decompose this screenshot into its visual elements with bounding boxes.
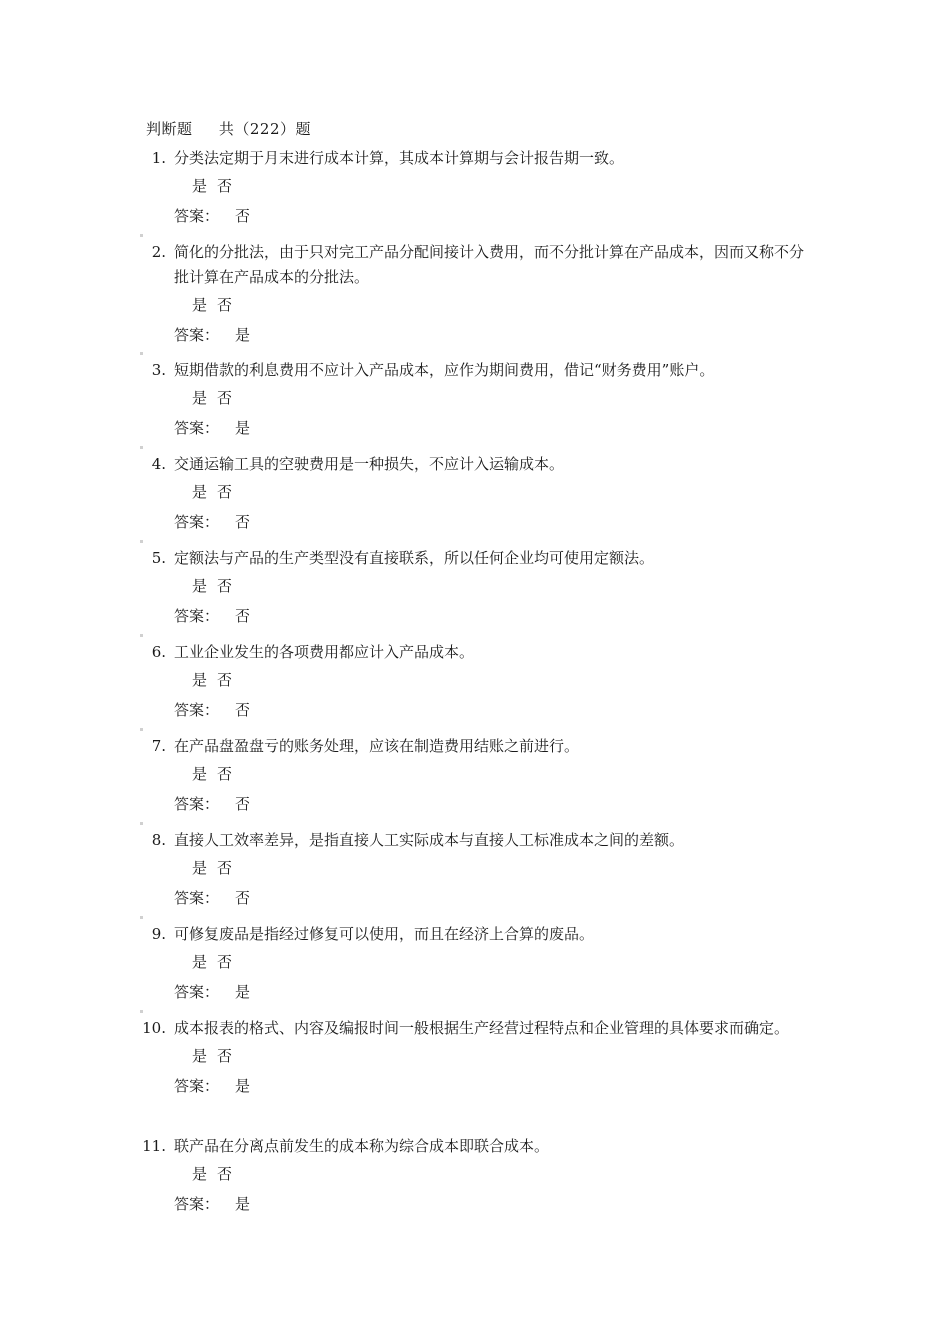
- option-no[interactable]: 否: [217, 296, 233, 314]
- separator-dot: [140, 352, 143, 355]
- question-text: 分类法定期于月末进行成本计算，其成本计算期与会计报告期一致。: [174, 149, 625, 167]
- answer-label: 答案：: [174, 1195, 220, 1213]
- question-item: [140, 640, 820, 720]
- section-type: 判断题: [146, 120, 193, 138]
- separator-dot: [140, 822, 143, 825]
- question-options: [192, 482, 820, 502]
- question-answer: [174, 418, 820, 438]
- question-options: [192, 576, 820, 596]
- question-answer: [174, 1194, 820, 1214]
- option-no[interactable]: 否: [217, 1165, 233, 1183]
- answer-label: 答案：: [174, 795, 220, 813]
- question-item: [140, 240, 820, 345]
- answer-value: 否: [235, 607, 251, 625]
- question-number: 9.: [151, 925, 166, 943]
- option-no[interactable]: 否: [217, 953, 233, 971]
- question-number: 3.: [151, 361, 166, 379]
- question-item: [140, 922, 820, 1002]
- answer-label: 答案：: [174, 607, 220, 625]
- answer-value: 否: [235, 795, 251, 813]
- answer-value: 否: [235, 207, 251, 225]
- question-item: [140, 828, 820, 908]
- answer-value: 是: [235, 983, 251, 1001]
- option-no[interactable]: 否: [217, 859, 233, 877]
- answer-label: 答案：: [174, 419, 220, 437]
- question-options: [192, 858, 820, 878]
- question-number: 10.: [142, 1019, 166, 1037]
- option-yes[interactable]: 是: [192, 389, 208, 407]
- question-item: [140, 452, 820, 532]
- question-text: 成本报表的格式、内容及编报时间一般根据生产经营过程特点和企业管理的具体要求而确定。: [174, 1019, 790, 1037]
- option-no[interactable]: 否: [217, 177, 233, 195]
- option-yes[interactable]: 是: [192, 1047, 208, 1065]
- question-number: 8.: [151, 831, 166, 849]
- answer-value: 否: [235, 701, 251, 719]
- question-options: [192, 1046, 820, 1066]
- option-yes[interactable]: 是: [192, 296, 208, 314]
- answer-label: 答案：: [174, 889, 220, 907]
- question-item: [140, 1016, 820, 1096]
- answer-value: 是: [235, 419, 251, 437]
- answer-label: 答案：: [174, 207, 220, 225]
- separator-dot: [140, 634, 143, 637]
- question-text: 定额法与产品的生产类型没有直接联系，所以任何企业均可使用定额法。: [174, 549, 655, 567]
- question-options: [192, 176, 820, 196]
- separator-dot: [140, 728, 143, 731]
- question-answer: [174, 1076, 820, 1096]
- question-options: [192, 764, 820, 784]
- separator-dot: [140, 234, 143, 237]
- answer-value: 是: [235, 326, 251, 344]
- answer-label: 答案：: [174, 513, 220, 531]
- question-answer: [174, 982, 820, 1002]
- question-text: 工业企业发生的各项费用都应计入产品成本。: [174, 643, 475, 661]
- question-text: 在产品盘盈盘亏的账务处理，应该在制造费用结账之前进行。: [174, 737, 580, 755]
- question-text: 简化的分批法，由于只对完工产品分配间接计入费用，而不分批计算在产品成本，因而又称不分批计算在产品成本的分批法。: [174, 243, 805, 286]
- option-no[interactable]: 否: [217, 389, 233, 407]
- answer-value: 否: [235, 889, 251, 907]
- answer-label: 答案：: [174, 983, 220, 1001]
- option-yes[interactable]: 是: [192, 671, 208, 689]
- option-no[interactable]: 否: [217, 765, 233, 783]
- question-text: 可修复废品是指经过修复可以使用，而且在经济上合算的废品。: [174, 925, 595, 943]
- question-answer: [174, 888, 820, 908]
- answer-value: 是: [235, 1077, 251, 1095]
- question-text: 联产品在分离点前发生的成本称为综合成本即联合成本。: [174, 1137, 550, 1155]
- answer-label: 答案：: [174, 701, 220, 719]
- question-answer: [174, 700, 820, 720]
- question-item: [140, 146, 820, 226]
- option-yes[interactable]: 是: [192, 1165, 208, 1183]
- option-yes[interactable]: 是: [192, 765, 208, 783]
- question-number: 11.: [142, 1137, 166, 1155]
- question-item: [140, 546, 820, 626]
- question-answer: [174, 794, 820, 814]
- question-options: [192, 295, 820, 315]
- question-item: [140, 1134, 820, 1214]
- question-options: [192, 1164, 820, 1184]
- question-number: 1.: [151, 149, 166, 167]
- question-count: 共（222）题: [218, 120, 311, 138]
- question-answer: [174, 206, 820, 226]
- answer-value: 是: [235, 1195, 251, 1213]
- question-number: 7.: [151, 737, 166, 755]
- question-options: [192, 952, 820, 972]
- option-yes[interactable]: 是: [192, 859, 208, 877]
- question-text: 交通运输工具的空驶费用是一种损失，不应计入运输成本。: [174, 455, 565, 473]
- question-answer: [174, 512, 820, 532]
- answer-label: 答案：: [174, 1077, 220, 1095]
- option-no[interactable]: 否: [217, 1047, 233, 1065]
- question-text: 短期借款的利息费用不应计入产品成本，应作为期间费用，借记“财务费用”账户。: [174, 361, 715, 379]
- question-item: [140, 358, 820, 438]
- question-answer: [174, 325, 820, 345]
- question-number: 2.: [151, 243, 166, 261]
- option-no[interactable]: 否: [217, 577, 233, 595]
- answer-label: 答案：: [174, 326, 220, 344]
- question-options: [192, 388, 820, 408]
- option-yes[interactable]: 是: [192, 177, 208, 195]
- option-yes[interactable]: 是: [192, 483, 208, 501]
- separator-dot: [140, 446, 143, 449]
- option-no[interactable]: 否: [217, 671, 233, 689]
- separator-dot: [140, 540, 143, 543]
- question-number: 4.: [151, 455, 166, 473]
- separator-dot: [140, 916, 143, 919]
- option-no[interactable]: 否: [217, 483, 233, 501]
- question-number: 6.: [151, 643, 166, 661]
- question-item: [140, 734, 820, 814]
- question-text: 直接人工效率差异，是指直接人工实际成本与直接人工标准成本之间的差额。: [174, 831, 685, 849]
- question-number: 5.: [151, 549, 166, 567]
- section-title: [146, 118, 311, 139]
- question-answer: [174, 606, 820, 626]
- separator-dot: [140, 1010, 143, 1013]
- option-yes[interactable]: 是: [192, 953, 208, 971]
- question-options: [192, 670, 820, 690]
- option-yes[interactable]: 是: [192, 577, 208, 595]
- answer-value: 否: [235, 513, 251, 531]
